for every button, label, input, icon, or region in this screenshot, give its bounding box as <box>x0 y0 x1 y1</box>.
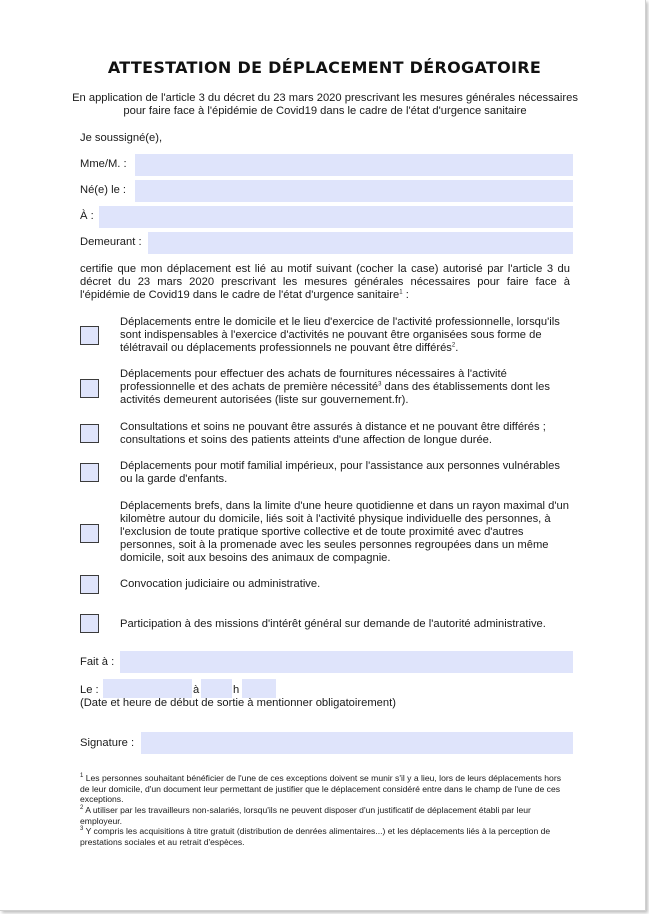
certify-text: certifie que mon déplacement est lié au motif suivant (cocher la case) autorisé par l'article 3 du décret du 23 mars 2020 prescrivant les mesures générales nécessaires pour faire face à l'épidémie de Covid19 dans le cadre de l'état d'urgence sanitaire$^1$ : <box>80 263 570 301</box>
signature-label: Signature : <box>80 737 135 749</box>
checkbox-exercise[interactable] <box>80 524 99 543</box>
birth-date-label: Né(e) le : <box>80 184 127 196</box>
birth-place-field[interactable] <box>99 206 573 228</box>
checkbox-work[interactable] <box>80 326 99 345</box>
done-at-field[interactable] <box>120 651 573 673</box>
checkbox-family[interactable] <box>80 463 99 482</box>
footnote-2: $^2$ A utiliser par les travailleurs non-salariés, lorsqu'ils ne peuvent disposer d'un justificatif de déplacement établi par leur employeur. <box>80 805 531 826</box>
option-family-text: Déplacements pour motif familial impérieux, pour l'assistance aux personnes vulnérables ou la garde d'enfants. <box>120 460 560 485</box>
checkbox-general-interest[interactable] <box>80 614 99 633</box>
option-work-text: Déplacements entre le domicile et le lieu d'exercice de l'activité professionnelle, lorsqu'ils sont indispensables à l'exercice d'activités ne pouvant être organisées sous forme de télétravail ou déplacements professionnels ne pouvant être différés$^2$. <box>120 316 560 354</box>
time-separator-h: h <box>233 684 240 696</box>
signature-field[interactable] <box>141 732 573 754</box>
document-subtitle: En application de l'article 3 du décret du 23 mars 2020 prescrivant les mesures générales nécessaires pour faire face à l'épidémie de Covid19 dans le cadre de l'état d'urgence sanitaire <box>72 92 578 117</box>
date-note: (Date et heure de début de sortie à mentionner obligatoirement) <box>80 697 396 709</box>
footnote-3: $^3$ Y compris les acquisitions à titre gratuit (distribution de denrées alimentaires...) et les déplacements liés à la perception de prestations sociales et au retrait d'espèces. <box>80 826 551 847</box>
footnote-1: $^1$ Les personnes souhaitant bénéficier de l'une de ces exceptions doivent se munir s'il y a lieu, lors de leurs déplacements hors de leur domicile, d'un document leur permettant de justifier que le déplacement considéré entre dans le champ de l'une de ces exceptions. <box>80 773 561 804</box>
birth-place-label: À : <box>80 210 94 222</box>
checkbox-shopping[interactable] <box>80 379 99 398</box>
intro-text: Je soussigné(e), <box>80 132 163 144</box>
hour-field[interactable] <box>201 679 232 698</box>
date-label: Le : <box>80 684 99 696</box>
option-exercise-text: Déplacements brefs, dans la limite d'une heure quotidienne et dans un rayon maximal d'un kilomètre autour du domicile, liés soit à l'activité physique individuelle des personnes, à l'exclusion de toute pratique sportive collective et de toute proximité avec d'autres personnes, soit à la promenade avec les seules personnes regroupées dans un même domicile, soit aux besoins des animaux de compagnie. <box>120 500 569 564</box>
option-summons-text: Convocation judiciaire ou administrative. <box>120 578 321 590</box>
option-shopping-text: Déplacements pour effectuer des achats de fournitures nécessaires à l'activité professionnelle et des achats de première nécessité$^3$ dans des établissements dont les activités demeurent autorisées (liste sur gouvernement.fr). <box>120 368 550 406</box>
birth-date-field[interactable] <box>135 180 573 202</box>
checkbox-health[interactable] <box>80 424 99 443</box>
address-field[interactable] <box>148 232 573 254</box>
document-title: ATTESTATION DE DÉPLACEMENT DÉROGATOIRE <box>107 58 542 77</box>
date-field[interactable] <box>103 679 192 698</box>
name-field[interactable] <box>135 154 573 176</box>
time-separator-a: à <box>193 684 200 696</box>
name-label: Mme/M. : <box>80 158 127 170</box>
option-health-text: Consultations et soins ne pouvant être assurés à distance et ne pouvant être différés ; consultations et soins des patients atteints d'une affection de longue durée. <box>120 421 546 446</box>
done-at-label: Fait à : <box>80 656 115 668</box>
address-label: Demeurant : <box>80 236 142 248</box>
option-general-interest-text: Participation à des missions d'intérêt général sur demande de l'autorité administrative. <box>120 618 546 630</box>
checkbox-summons[interactable] <box>80 575 99 594</box>
minute-field[interactable] <box>242 679 276 698</box>
